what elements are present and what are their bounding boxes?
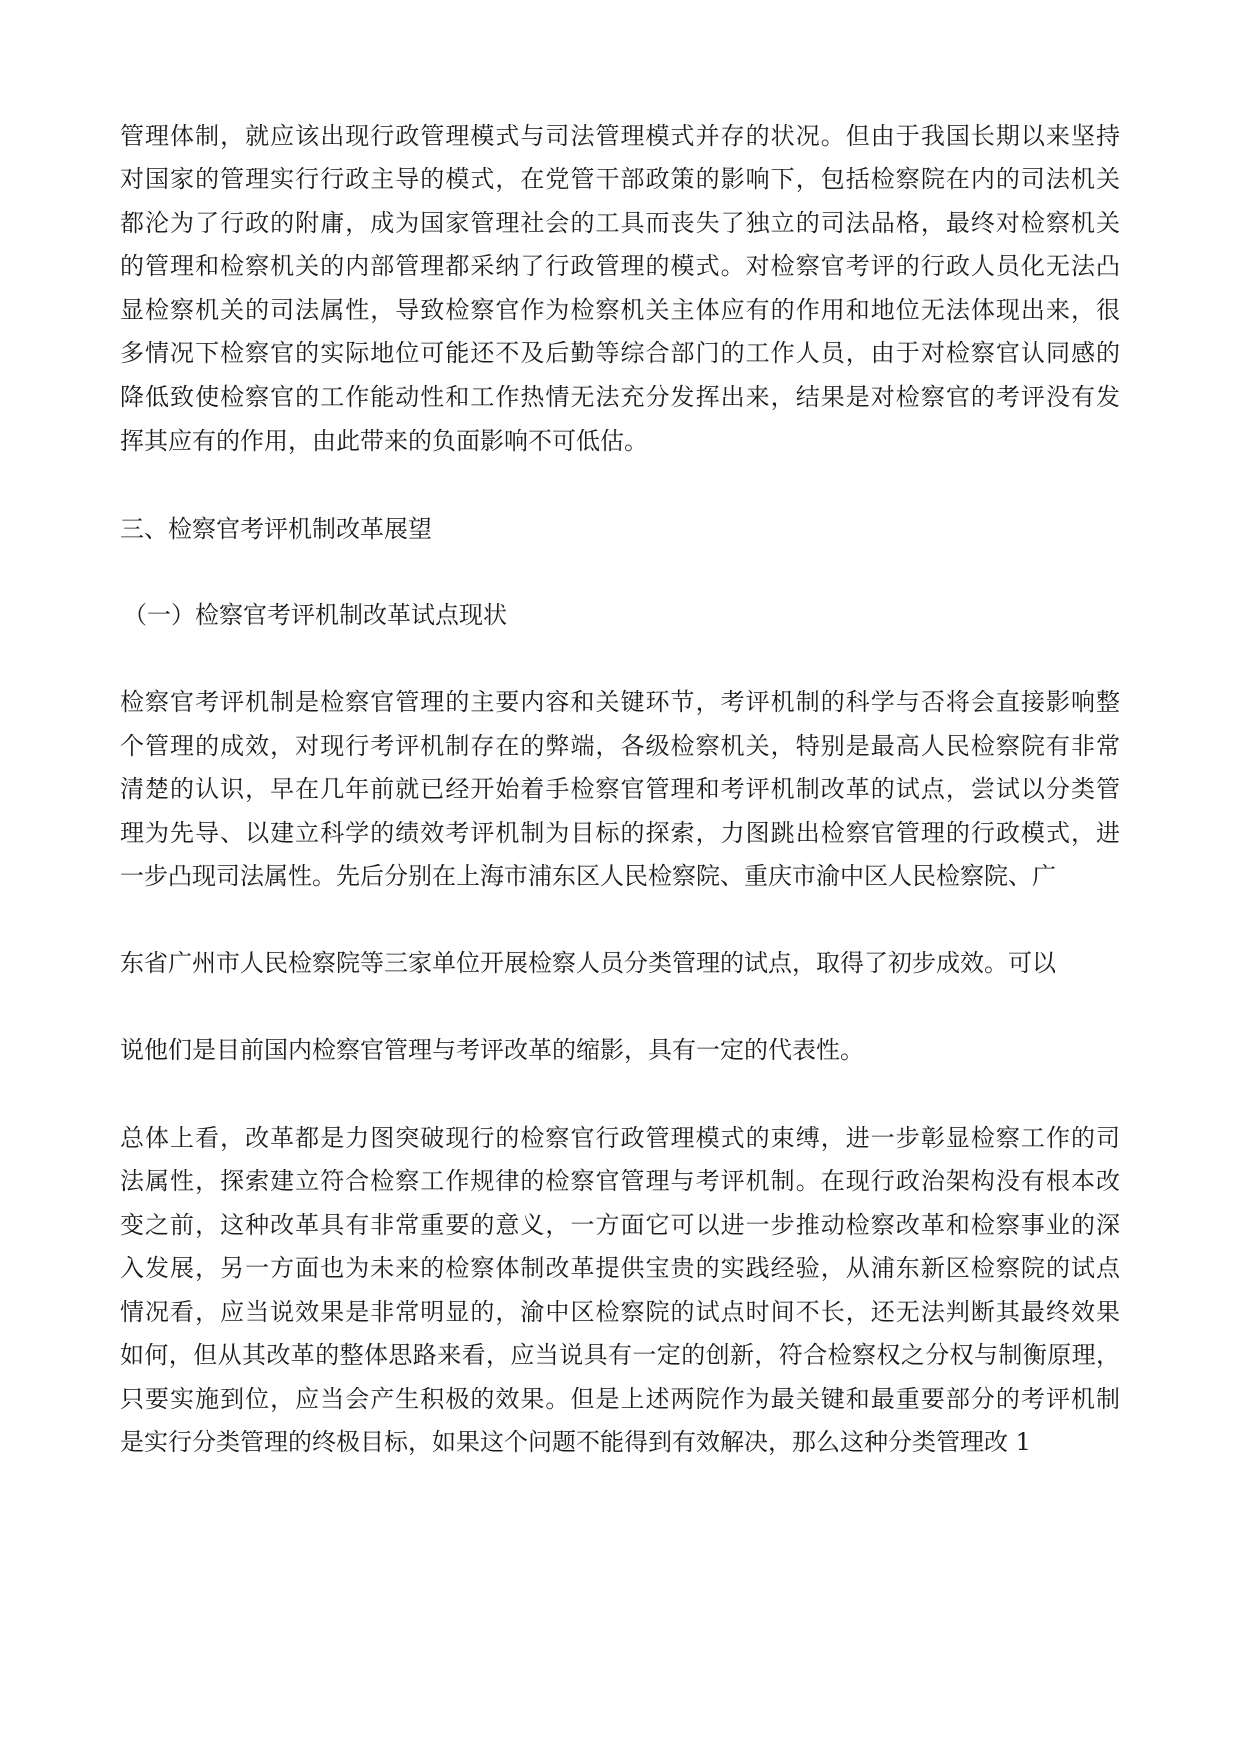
paragraph-2-line-2: 个管理的成效，对现行考评机制存在的弊端，各级检察机关，特别是最高人民检察院有非常 (120, 732, 1120, 760)
paragraph-3-line-7: 只要实施到位，应当会产生积极的效果。但是上述两院作为最关键和最重要部分的考评机制 (120, 1385, 1120, 1413)
paragraph-2-continued-line-1: 东省广州市人民检察院等三家单位开展检察人员分类管理的试点，取得了初步成效。可以 (120, 949, 1056, 977)
paragraph-3-line-8: 是实行分类管理的终极目标，如果这个问题不能得到有效解决，那么这种分类管理改 1 (120, 1428, 1031, 1456)
paragraph-1-line-1: 管理体制，就应该出现行政管理模式与司法管理模式并存的状况。但由于我国长期以来坚持 (120, 122, 1120, 150)
paragraph-2-continued-line-2: 说他们是目前国内检察官管理与考评改革的缩影，具有一定的代表性。 (120, 1036, 864, 1064)
subsection-heading: （一）检察官考评机制改革试点现状 (123, 601, 507, 629)
paragraph-1-line-5: 显检察机关的司法属性，导致检察官作为检察机关主体应有的作用和地位无法体现出来，很 (120, 296, 1120, 324)
paragraph-3-line-6: 如何，但从其改革的整体思路来看，应当说具有一定的创新，符合检察权之分权与制衡原理， (120, 1341, 1120, 1369)
paragraph-1-line-7: 降低致使检察官的工作能动性和工作热情无法充分发挥出来，结果是对检察官的考评没有发 (120, 383, 1120, 411)
paragraph-2-line-5: 一步凸现司法属性。先后分别在上海市浦东区人民检察院、重庆市渝中区人民检察院、广 (120, 862, 1056, 890)
paragraph-1-line-3: 都沦为了行政的附庸，成为国家管理社会的工具而丧失了独立的司法品格，最终对检察机关 (120, 209, 1120, 237)
paragraph-2-line-3: 清楚的认识，早在几年前就已经开始着手检察官管理和考评机制改革的试点，尝试以分类管 (120, 775, 1120, 803)
paragraph-1-line-6: 多情况下检察官的实际地位可能还不及后勤等综合部门的工作人员，由于对检察官认同感的 (120, 339, 1120, 367)
paragraph-3-line-1: 总体上看，改革都是力图突破现行的检察官行政管理模式的束缚，进一步彰显检察工作的司 (120, 1124, 1120, 1152)
section-heading: 三、检察官考评机制改革展望 (120, 515, 432, 543)
paragraph-1-line-8: 挥其应有的作用，由此带来的负面影响不可低估。 (120, 427, 648, 455)
paragraph-2-line-4: 理为先导、以建立科学的绩效考评机制为目标的探索，力图跳出检察官管理的行政模式，进 (120, 819, 1120, 847)
paragraph-2-line-1: 检察官考评机制是检察官管理的主要内容和关键环节，考评机制的科学与否将会直接影响整 (120, 688, 1120, 716)
paragraph-1-line-2: 对国家的管理实行行政主导的模式，在党管干部政策的影响下，包括检察院在内的司法机关 (120, 165, 1120, 193)
paragraph-3-line-5: 情况看，应当说效果是非常明显的，渝中区检察院的试点时间不长，还无法判断其最终效果 (120, 1298, 1120, 1326)
paragraph-3-line-2: 法属性，探索建立符合检察工作规律的检察官管理与考评机制。在现行政治架构没有根本改 (120, 1167, 1120, 1195)
paragraph-1-line-4: 的管理和检察机关的内部管理都采纳了行政管理的模式。对检察官考评的行政人员化无法凸 (120, 252, 1120, 280)
paragraph-3-line-3: 变之前，这种改革具有非常重要的意义，一方面它可以进一步推动检察改革和检察事业的深 (120, 1211, 1120, 1239)
paragraph-3-line-4: 入发展，另一方面也为未来的检察体制改革提供宝贵的实践经验，从浦东新区检察院的试点 (120, 1254, 1120, 1282)
